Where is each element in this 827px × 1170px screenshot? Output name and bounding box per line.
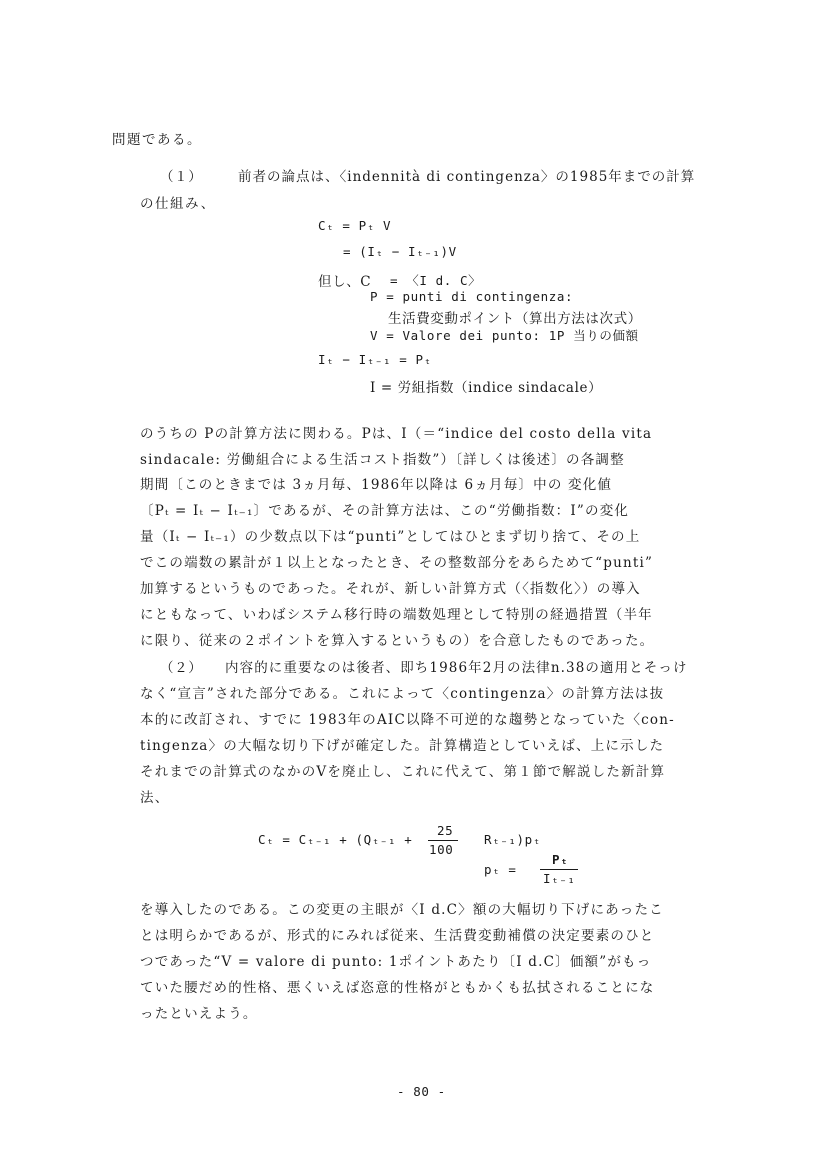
formula1-i-def: I = 労組指数（indice sindacale） [370, 380, 603, 396]
formula2-fraction-bar [428, 840, 458, 841]
formula2-p-lhs: pₜ = [484, 862, 517, 877]
page-number: - 80 - [397, 1084, 446, 1099]
paragraph1-line: 期間〔このときまでは 3ヵ月毎、1986年以降は 6ヵ月毎〕中の 変化値 [140, 477, 613, 493]
paragraph1-line: に限り、従来の２ポイントを算入するというもの）を合意したものであった。 [140, 633, 655, 649]
formula2-p-den: Iₜ₋₁ [543, 871, 576, 886]
section2-line: 法、 [140, 790, 170, 806]
formula1-eq2: = (Iₜ − Iₜ₋₁)V [343, 244, 457, 259]
paragraph1-line: でこの端数の累計が１以上となったとき、その整数部分をあらためて“punti” [140, 555, 654, 571]
section2-line: 内容的に重要なのは後者、即ち1986年2月の法律n.38の適用とそっけ [225, 660, 688, 676]
opening-line: 問題である。 [112, 132, 202, 148]
section2-line: tingenza〉の大幅な切り下げが確定した。計算構造としていえば、上に示した [140, 738, 665, 754]
paragraph1-line: にともなって、いわばシステム移行時の端数処理として特別の経過措置（半年 [140, 607, 653, 623]
paragraph1-line: 〔Pₜ = Iₜ − Iₜ₋₁〕であるが、その計算方法は、この“労働指数：I”の変化 [140, 503, 630, 519]
section1-marker: （１） [160, 169, 203, 185]
formula1-v-def: V = Valore dei punto: 1P 当りの価額 [370, 328, 639, 343]
formula1-p-def2: 生活費変動ポイント（算出方法は次式） [388, 311, 642, 327]
paragraph1-line: のうちの Pの計算方法に関わる。Pは、I（＝“indice del costo della vita [140, 426, 653, 442]
formula2-frac-den: 100 [429, 842, 454, 857]
paragraph1-line: 量（Iₜ − Iₜ₋₁）の少数点以下は“punti”としてはひとまず切り捨て、その上 [140, 529, 641, 545]
paragraph1-line: sindacale: 労働組合による生活コスト指数”）〔詳しくは後述〕の各調整 [140, 452, 625, 468]
section1-line2: の仕組み、 [140, 196, 216, 212]
section2-line: 本的に改訂され、すでに 1983年のAIC以降不可逆的な趨勢となっていた〈con- [140, 712, 675, 728]
paragraph2-line: ていた腰だめ的性格、悪くいえば恣意的性格がともかくも払拭されることにな [140, 980, 655, 996]
paragraph2-line: とは明らかであるが、形式的にみれば従来、生活費変動補償の決定要素のひと [140, 928, 655, 944]
formula1-eq1: Cₜ = Pₜ V [318, 218, 392, 233]
formula1-p-def1: P = punti di contingenza: [370, 289, 574, 304]
formula2-p-num: Pₜ [552, 852, 569, 867]
formula2-frac-num: 25 [437, 823, 454, 838]
formula1-where-label: 但し、C [318, 274, 372, 290]
section2-line: なく“宣言”された部分である。これによって〈contingenza〉の計算方法は抜 [140, 686, 665, 702]
formula2-rhs: Rₜ₋₁)pₜ [484, 832, 541, 847]
formula1-i-eq: Iₜ − Iₜ₋₁ = Pₜ [318, 352, 432, 367]
paragraph2-line: を導入したのである。この変更の主眼が〈I d.C〉額の大幅切り下げにあったこ [140, 902, 664, 918]
formula2-p-fraction-bar [540, 869, 578, 870]
section1-line1: 前者の論点は、〈indennità di contingenza〉の1985年までの計算 [238, 169, 696, 185]
section2-line: それまでの計算式のなかのVを廃止し、これに代えて、第１節で解説した新計算 [140, 764, 666, 780]
section2-marker: （２） [160, 660, 203, 676]
formula2-lhs: Cₜ = Cₜ₋₁ + (Qₜ₋₁ + [258, 832, 413, 847]
formula1-where-c: = 〈I d. C〉 [390, 273, 482, 288]
paragraph2-line: ったといえよう。 [140, 1006, 258, 1022]
paragraph2-line: つであった“V = valore di punto: 1ポイントあたり〔I d.C〕価額”がもっ [140, 954, 652, 970]
paragraph1-line: 加算するというものであった。それが、新しい計算方式（〈指数化〉）の導入 [140, 581, 641, 597]
